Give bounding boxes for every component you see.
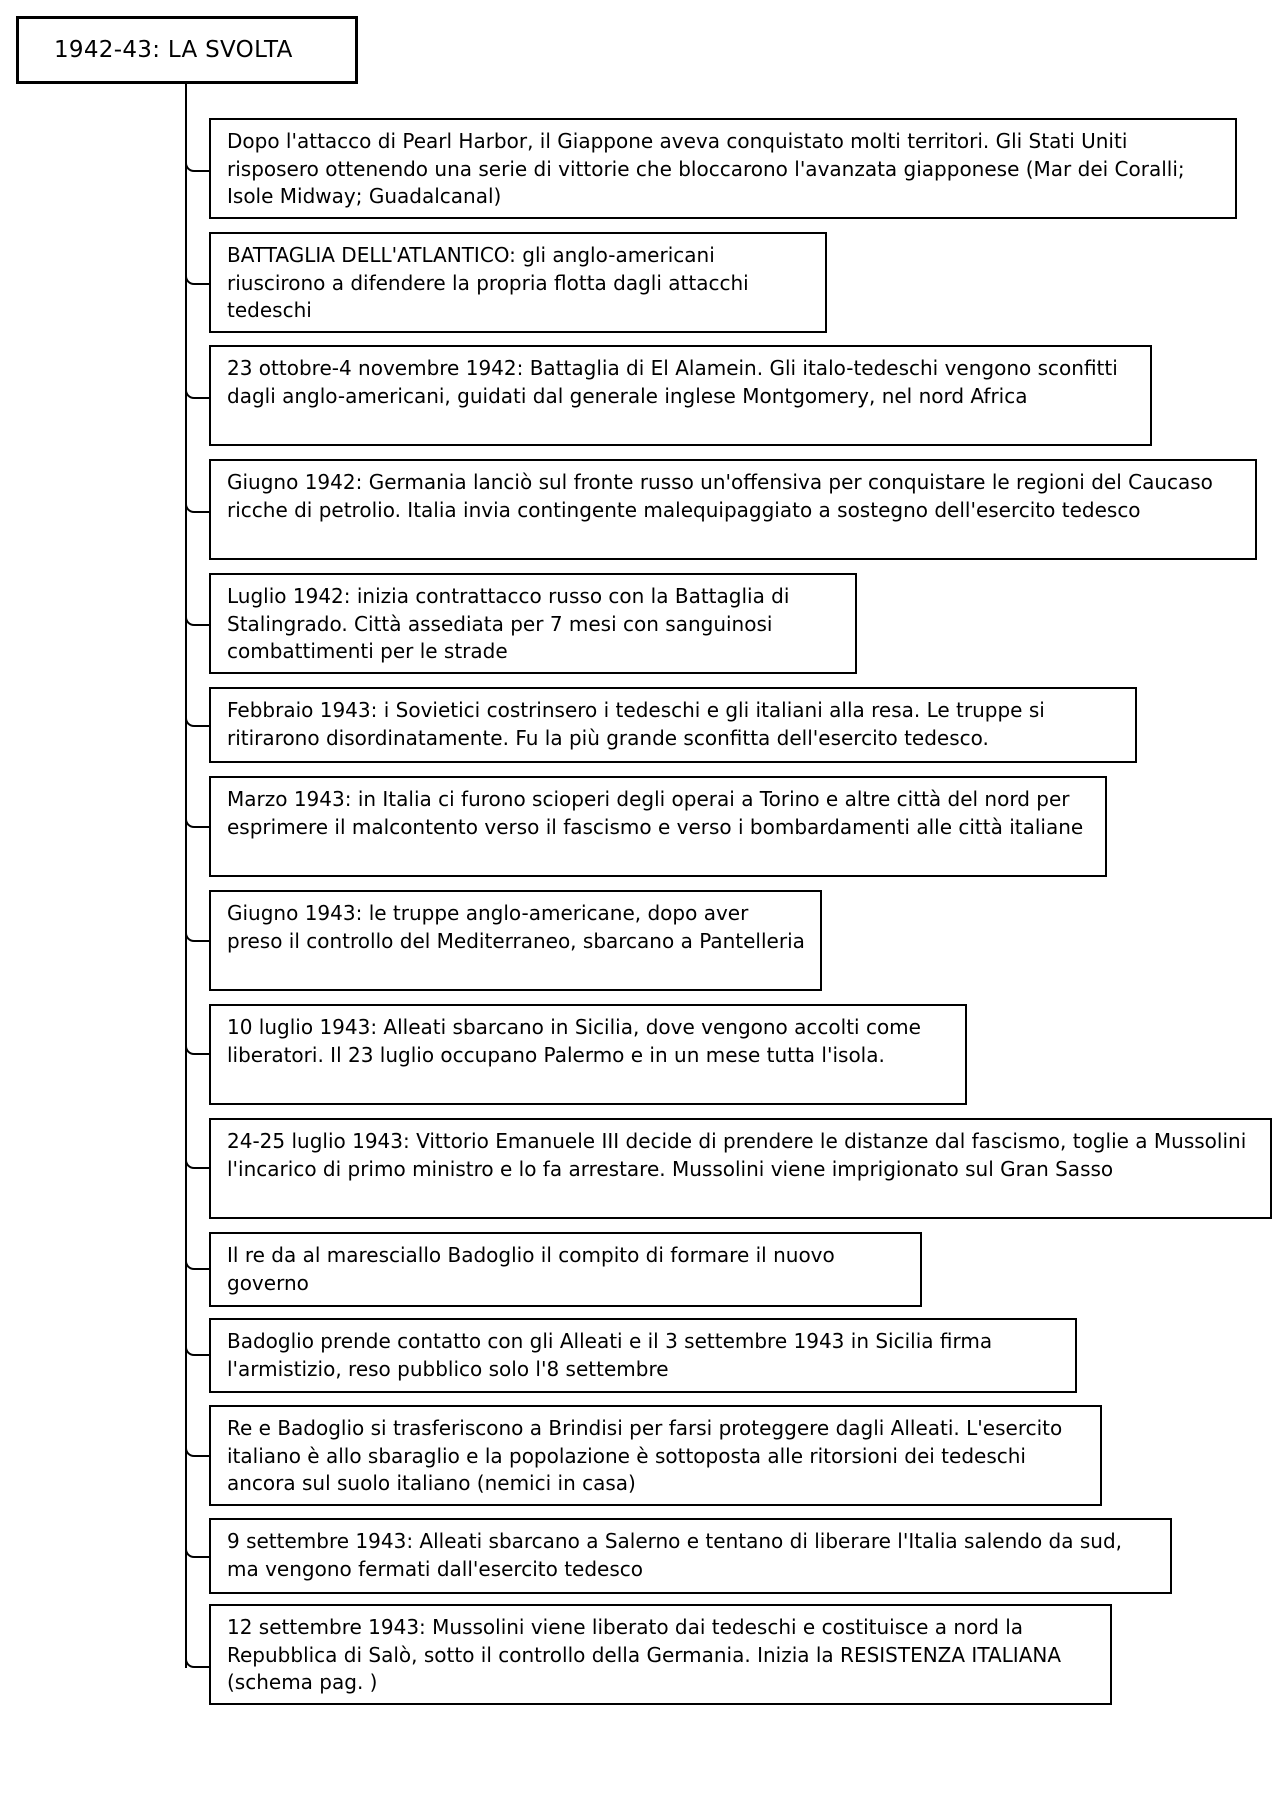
event-box-9 [209, 1004, 967, 1105]
diagram-title: 1942-43: LA SVOLTA [16, 16, 358, 84]
connector-1 [185, 160, 209, 172]
event-text-4: Giugno 1942: Germania lanciò sul fronte russo un'offensiva per conquistare le regioni del Caucaso ricche di petrolio. Italia invia contingente malequipaggiato a sostegno dell'esercito tedesco [227, 470, 1213, 522]
event-box-7 [209, 776, 1107, 877]
connector-13 [185, 1445, 209, 1457]
event-box-5 [209, 573, 857, 674]
event-text-14: 9 settembre 1943: Alleati sbarcano a Salerno e tentano di liberare l'Italia salendo da sud, ma vengono fermati dall'esercito tedesco [227, 1529, 1122, 1581]
event-box-1 [209, 118, 1237, 219]
event-box-11 [209, 1232, 922, 1307]
event-text-15: 12 settembre 1943: Mussolini viene liberato dai tedeschi e costituisce a nord la Repubblica di Salò, sotto il controllo della Germania. Inizia la RESISTENZA ITALIANA (schema pag. ) [227, 1615, 1062, 1694]
connector-4 [185, 501, 209, 513]
event-text-9: 10 luglio 1943: Alleati sbarcano in Sicilia, dove vengono accolti come liberatori. Il 23 luglio occupano Palermo e in un mese tutta l'isola. [227, 1015, 921, 1067]
event-text-6: Febbraio 1943: i Sovietici costrinsero i tedeschi e gli italiani alla resa. Le truppe si ritirarono disordinatamente. Fu la più grande sconfitta dell'esercito tedesco. [227, 698, 1045, 750]
event-text-5: Luglio 1942: inizia contrattacco russo con la Battaglia di Stalingrado. Città assediata per 7 mesi con sanguinosi combattimenti per le strade [227, 584, 790, 663]
event-box-3 [209, 345, 1152, 446]
event-box-4 [209, 459, 1257, 560]
connector-10 [185, 1157, 209, 1169]
event-box-10 [209, 1118, 1272, 1219]
event-text-2: BATTAGLIA DELL'ATLANTICO: gli anglo-americani riuscirono a difendere la propria flotta dagli attacchi tedeschi [227, 243, 749, 322]
event-text-11: Il re da al maresciallo Badoglio il compito di formare il nuovo governo [227, 1243, 835, 1295]
connector-11 [185, 1258, 209, 1270]
event-text-12: Badoglio prende contatto con gli Alleati e il 3 settembre 1943 in Sicilia firma l'armistizio, reso pubblico solo l'8 settembre [227, 1329, 993, 1381]
connector-7 [185, 816, 209, 828]
event-text-8: Giugno 1943: le truppe anglo-americane, dopo aver preso il controllo del Mediterraneo, sbarcano a Pantelleria [227, 901, 805, 953]
timeline-spine [185, 84, 187, 1668]
connector-15 [185, 1656, 209, 1668]
event-text-10: 24-25 luglio 1943: Vittorio Emanuele III decide di prendere le distanze dal fascismo, toglie a Mussolini l'incarico di primo ministro e lo fa arrestare. Mussolini viene imprigionato sul Gran Sasso [227, 1129, 1247, 1181]
event-box-2 [209, 232, 827, 333]
connector-5 [185, 614, 209, 626]
event-box-14 [209, 1518, 1172, 1594]
event-box-8 [209, 890, 822, 991]
connector-2 [185, 273, 209, 285]
event-text-13: Re e Badoglio si trasferiscono a Brindisi per farsi proteggere dagli Alleati. L'esercito italiano è allo sbaraglio e la popolazione è sottoposta alle ritorsioni dei tedeschi ancora sul suolo italiano (nemici in casa) [227, 1416, 1063, 1495]
event-text-7: Marzo 1943: in Italia ci furono scioperi degli operai a Torino e altre città del nord per esprimere il malcontento verso il fascismo e verso i bombardamenti alle città italiane [227, 787, 1084, 839]
event-text-1: Dopo l'attacco di Pearl Harbor, il Giappone aveva conquistato molti territori. Gli Stati Uniti risposero ottenendo una serie di vittorie che bloccarono l'avanzata giapponese (Mar dei Coralli; Isole Midway; Guadalcanal) [227, 129, 1185, 208]
event-box-15 [209, 1604, 1112, 1705]
event-box-6 [209, 687, 1137, 763]
connector-3 [185, 387, 209, 399]
connector-14 [185, 1546, 209, 1558]
event-text-3: 23 ottobre-4 novembre 1942: Battaglia di El Alamein. Gli italo-tedeschi vengono sconfitti dagli anglo-americani, guidati dal generale inglese Montgomery, nel nord Africa [227, 356, 1118, 408]
event-box-12 [209, 1318, 1077, 1393]
event-box-13 [209, 1405, 1102, 1506]
connector-12 [185, 1344, 209, 1356]
connector-8 [185, 930, 209, 942]
connector-9 [185, 1043, 209, 1055]
connector-6 [185, 715, 209, 727]
